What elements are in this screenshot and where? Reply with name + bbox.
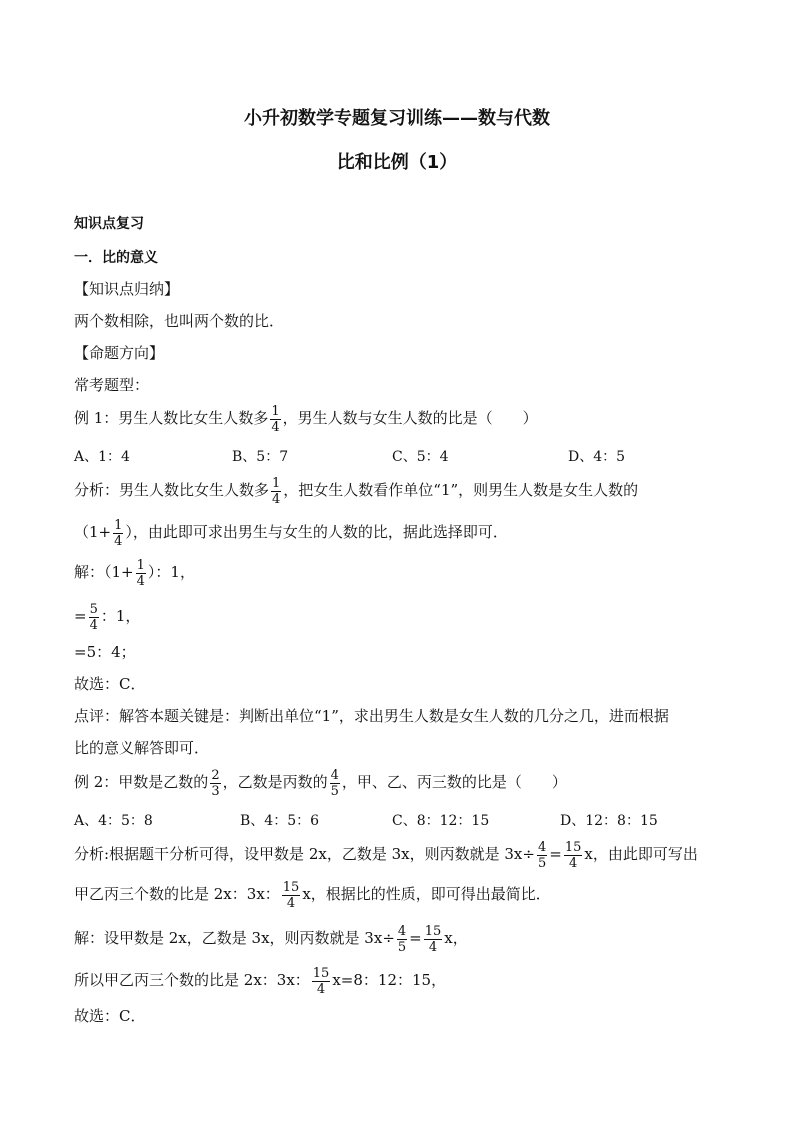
ex1-option-c: C、5：4 (392, 449, 449, 465)
ex1-step1-a: = (74, 607, 87, 625)
tag-direction: 【命题方向】 (74, 344, 165, 362)
fraction (136, 558, 146, 589)
page-subtitle: 比和比例（1） (336, 152, 458, 173)
frac-num: 15 (424, 923, 442, 939)
frac-num: 1 (136, 557, 145, 573)
ex2-analysis2-a: 甲乙丙三个数的比是 2x：3x： (74, 885, 280, 903)
ex1-analysis-a: 分析：男生人数比女生人数多 (74, 481, 270, 499)
frac-num: 15 (282, 879, 300, 895)
ex1-step2: =5：4； (74, 643, 136, 661)
fraction (89, 602, 99, 633)
frac-den: 5 (397, 939, 407, 955)
frac-num: 5 (89, 601, 98, 617)
ex2-analysis-a: 分析:根据题干分析可得，设甲数是 2x，乙数是 3x，则丙数就是 3x÷ (74, 845, 535, 863)
frac-den: 4 (271, 419, 280, 435)
ex1-question-a: 例 1：男生人数比女生人数多 (74, 409, 269, 427)
frac-num: 15 (312, 965, 330, 981)
fraction (282, 880, 301, 911)
fraction (330, 768, 340, 799)
fraction (271, 476, 281, 507)
ex2-solution-2 (74, 962, 446, 998)
fraction (210, 768, 220, 799)
ex1-analysis-2 (74, 514, 508, 550)
frac-den: 4 (568, 855, 578, 871)
ex1-question-b: ，男生人数与女生人数的比是（ ） (282, 409, 538, 427)
definition-text: 两个数相除，也叫两个数的比． (74, 312, 285, 330)
frac-den: 4 (136, 573, 145, 589)
frac-num: 2 (211, 767, 220, 783)
fraction (397, 924, 407, 955)
ex1-solution (74, 554, 195, 590)
ex2-question-c: ，甲、乙、丙三数的比是（ ） (341, 773, 567, 791)
ex1-analysis2-b: ），由此即可求出男生与女生的人数的比，据此选择即可． (125, 523, 508, 541)
ex2-solution2-b: x=8：12：15， (332, 971, 447, 989)
common-types: 常考题型： (74, 376, 150, 394)
ex2-option-b: B、4：5：6 (240, 813, 320, 829)
ex2-solution2-a: 所以甲乙丙三个数的比是 2x：3x： (74, 971, 310, 989)
fraction (312, 966, 331, 997)
ex2-analysis-c: x，由此即可写出 (584, 845, 698, 863)
ex1-option-b: B、5：7 (232, 449, 289, 465)
ex1-analysis-b: ，把女生人数看作单位“1”，则男生人数是女生人数的 (283, 481, 639, 499)
ex1-review-2: 比的意义解答即可． (74, 739, 210, 757)
ex2-analysis (74, 836, 698, 872)
frac-den: 4 (428, 939, 438, 955)
ex2-option-c: C、8：12：15 (392, 813, 490, 829)
frac-num: 4 (537, 839, 547, 855)
ex1-review-1: 点评：解答本题关键是：判断出单位“1”，求出男生人数是女生人数的几分之几，进而根据 (74, 707, 669, 725)
section-heading: 知识点复习 (74, 216, 144, 232)
tag-knowledge: 【知识点归纳】 (74, 280, 180, 298)
ex1-option-a: A、1：4 (74, 449, 130, 465)
ex2-solution-a: 解：设甲数是 2x，乙数是 3x，则丙数就是 3x÷ (74, 929, 395, 947)
ex2-analysis-2 (74, 876, 551, 912)
ex2-solution (74, 920, 468, 956)
ex1-analysis2-a: （1+ (74, 523, 112, 541)
frac-den: 4 (286, 895, 296, 911)
ex2-option-a: A、4：5：8 (74, 813, 153, 829)
fraction (424, 924, 443, 955)
ex1-question (74, 400, 538, 436)
ex1-analysis (74, 472, 638, 508)
ex2-question (74, 764, 567, 800)
frac-num: 4 (330, 767, 339, 783)
fraction (537, 840, 547, 871)
ex2-solution-c: x， (444, 929, 468, 947)
frac-num: 1 (114, 517, 123, 533)
subsection-heading: 一．比的意义 (74, 250, 158, 266)
ex1-option-d: D、4：5 (568, 449, 626, 465)
frac-num: 15 (564, 839, 582, 855)
fraction (564, 840, 583, 871)
ex2-analysis2-b: x，根据比的性质，即可得出最简比． (302, 885, 551, 903)
frac-den: 5 (330, 783, 339, 799)
ex2-choose: 故选：C． (74, 1007, 146, 1025)
ex1-step1 (74, 598, 140, 634)
frac-num: 1 (272, 475, 281, 491)
frac-den: 4 (272, 491, 281, 507)
ex1-solution-b: ）：1， (147, 563, 195, 581)
page-title: 小升初数学专题复习训练——数与代数 (244, 108, 550, 129)
ex1-choose: 故选：C． (74, 675, 146, 693)
frac-den: 3 (211, 783, 220, 799)
ex1-solution-a: 解：（1+ (74, 563, 134, 581)
frac-num: 1 (271, 403, 280, 419)
ex2-question-b: ，乙数是丙数的 (222, 773, 328, 791)
fraction (113, 518, 123, 549)
ex2-solution-b: = (409, 929, 422, 947)
ex2-analysis-b: = (549, 845, 562, 863)
ex2-question-a: 例 2：甲数是乙数的 (74, 773, 209, 791)
ex2-option-d: D、12：8：15 (560, 813, 658, 829)
ex1-step1-b: ：1， (100, 607, 141, 625)
frac-num: 4 (397, 923, 407, 939)
frac-den: 5 (537, 855, 547, 871)
frac-den: 4 (114, 533, 123, 549)
frac-den: 4 (89, 617, 98, 633)
fraction (270, 404, 280, 435)
frac-den: 4 (316, 981, 326, 997)
